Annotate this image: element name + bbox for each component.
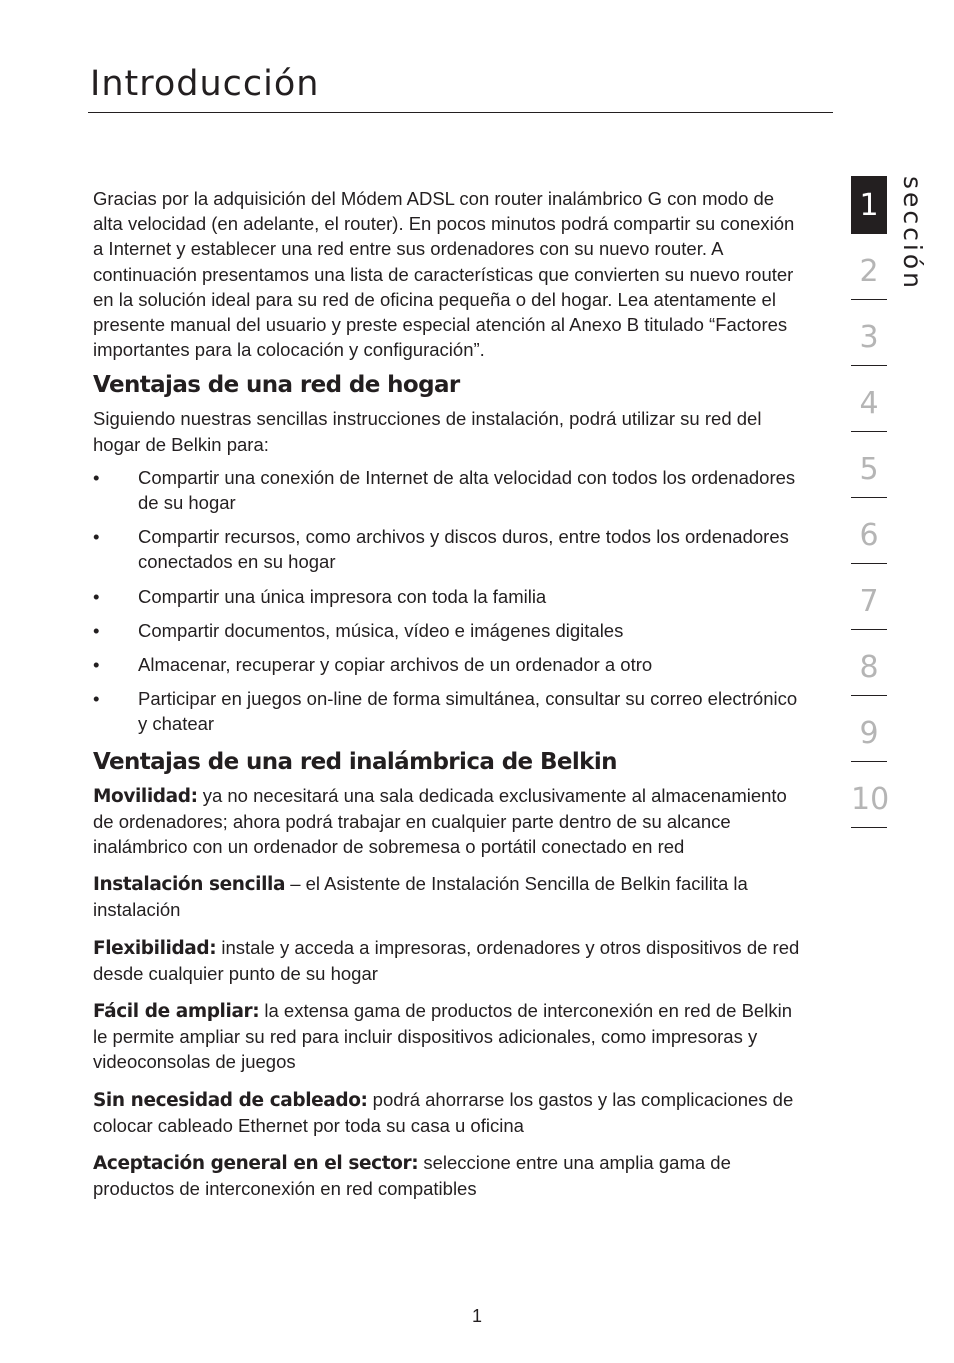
feature-text: seleccione entre una amplia gama de productos de interconexión en red compatibles (93, 1152, 731, 1200)
section-tab-10[interactable]: 10 (851, 770, 887, 828)
list-item-text: Participar en juegos on-line de forma simultánea, consultar su correo electrónico y chatear (138, 688, 798, 735)
list-item (93, 524, 805, 574)
section-tab-2[interactable]: 2 (851, 242, 887, 300)
bullet: • (93, 585, 100, 607)
feature-text: instale y acceda a impresoras, ordenadores y otros dispositivos de red desde cualquier punto de su hogar (93, 936, 800, 984)
section-tab-3[interactable]: 3 (851, 308, 887, 366)
list-item (93, 584, 805, 609)
list-item (93, 652, 805, 677)
page-number: 1 (471, 1306, 482, 1326)
bullet: • (93, 619, 100, 641)
feature-term: Instalación sencilla (93, 874, 286, 896)
feature-text: la extensa gama de productos de interconexión en red de Belkin le permite ampliar su red para incluir dispositivos adicionales, como impresoras y videoconsolas de juegos (93, 1000, 792, 1073)
list-item (93, 686, 805, 736)
section-tab-8[interactable]: 8 (851, 638, 887, 696)
section-tab-1[interactable]: 1 (851, 176, 887, 234)
feature-text: – el Asistente de Instalación Sencilla de Belkin facilita la instalación (93, 873, 748, 921)
list-item-text: Compartir una única impresora con toda la familia (138, 585, 547, 607)
section-label: sección (898, 176, 927, 291)
wireless-network-heading: Ventajas de una red inalámbrica de Belkin (93, 748, 617, 775)
bullet: • (93, 466, 100, 488)
feature-paragraph (93, 935, 805, 986)
feature-paragraph (93, 783, 805, 860)
feature-paragraph (93, 1150, 805, 1201)
feature-term: Fácil de ampliar: (93, 1001, 260, 1023)
list-item-text: Compartir una conexión de Internet de alta velocidad con todos los ordenadores de su hogar (138, 466, 796, 514)
home-network-heading: Ventajas de una red de hogar (93, 372, 460, 399)
list-item-text: Compartir documentos, música, vídeo e imágenes digitales (138, 619, 624, 641)
list-item (93, 618, 805, 643)
main-content (93, 186, 805, 1214)
home-network-benefits-list (93, 465, 805, 737)
section-tab-4[interactable]: 4 (851, 374, 887, 432)
intro-paragraph: Gracias por la adquisición del Módem ADSL con router inalámbrico G con modo de alta velocidad (en adelante, el router). En pocos minutos podrá compartir su conexión a Internet y establecer una red entre sus ordenadores con su nuevo router. A continuación presentamos una lista de características que convierten su nuevo router en la solución ideal para su red de oficina pequeña o del hogar. Lea atentamente el presente manual del usuario y preste especial atención al Anexo B titulado “Factores importantes para la colocación y configuración”. (93, 188, 795, 361)
feature-text: ya no necesitará una sala dedicada exclusivamente al almacenamiento de ordenadores; ahora podrá trabajar en cualquier parte dentro de su alcance inalámbrico con un ordenador de sobremesa o portátil conectado en red (93, 784, 787, 858)
list-item-text: Compartir recursos, como archivos y discos duros, entre todos los ordenadores conectados en su hogar (138, 526, 789, 573)
bullet: • (93, 654, 100, 676)
feature-term: Flexibilidad: (93, 937, 217, 959)
section-tab-6[interactable]: 6 (851, 506, 887, 564)
section-index (851, 176, 890, 836)
feature-term: Aceptación general en el sector: (93, 1153, 419, 1175)
section-tab-5[interactable]: 5 (851, 440, 887, 498)
title-divider (88, 112, 833, 113)
feature-term: Sin necesidad de cableado: (93, 1089, 368, 1111)
bullet: • (93, 688, 100, 710)
home-network-lead: Siguiendo nuestras sencillas instrucciones de instalación, podrá utilizar su red del hogar de Belkin para: (93, 408, 762, 455)
list-item (93, 465, 805, 515)
feature-term: Movilidad: (93, 785, 198, 807)
section-tab-9[interactable]: 9 (851, 704, 887, 762)
section-tab-7[interactable]: 7 (851, 572, 887, 630)
page-title: Introducción (90, 64, 320, 104)
feature-paragraph (93, 998, 805, 1075)
feature-paragraph (93, 871, 805, 922)
feature-paragraph (93, 1087, 805, 1138)
feature-text: podrá ahorrarse los gastos y las complicaciones de colocar cableado Ethernet por toda su casa u oficina (93, 1088, 794, 1136)
bullet: • (93, 526, 100, 548)
list-item-text: Almacenar, recuperar y copiar archivos de un ordenador a otro (138, 654, 653, 676)
